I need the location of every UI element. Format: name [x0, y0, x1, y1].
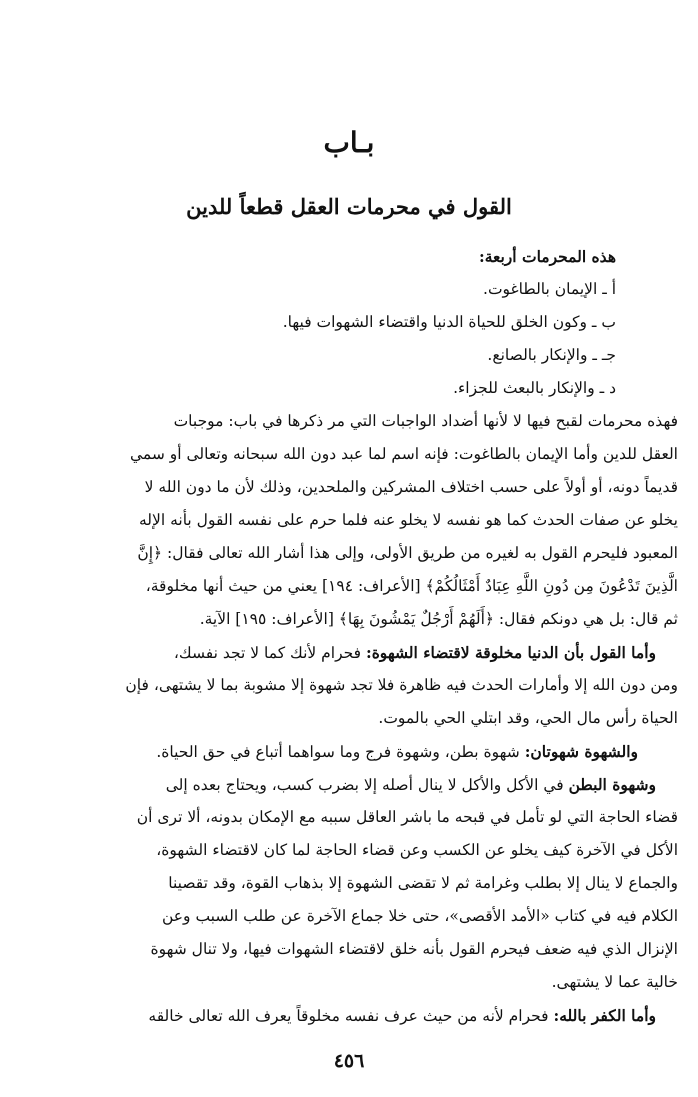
line-text: خالية عما لا يشتهى. — [551, 973, 678, 991]
line-text: يخلو عن صفات الحدث كما هو نفسه لا يخلو عنه فلما حرم على نفسه القول بأنه الإله — [138, 511, 678, 529]
bold-phrase: وشهوة البطن — [568, 775, 656, 794]
bold-phrase: هذه المحرمات أربعة: — [478, 247, 616, 266]
line-text: قديماً دونه، أو أولاً على حسب اختلاف المشركين والملحدين، وذلك لأن ما دون الله لا — [144, 478, 678, 496]
line-text: الَّذِينَ تَدْعُونَ مِن دُونِ اللَّهِ عِبَادٌ أَمْثَالُكُمْ﴾ [الأعراف: ١٩٤] يعني من حيث أنها مخلوقة، — [145, 577, 678, 595]
line-text: ومن دون الله إلا وأمارات الحدث فيه ظاهرة فلا تجد شهوة إلا مشوبة بما لا يشتهى، فإن — [125, 676, 678, 694]
text-line — [20, 966, 678, 999]
text-line — [20, 372, 678, 405]
text-line — [20, 900, 678, 933]
text-line — [20, 240, 678, 273]
text-line — [20, 768, 678, 801]
line-text: فهذه محرمات لقبح فيها لا لأنها أضداد الواجبات التي مر ذكرها في باب: موجبات — [173, 412, 678, 430]
page-number: ٤٥٦ — [333, 1050, 365, 1072]
chapter-title: بـاب — [323, 126, 375, 159]
bold-phrase: وأما القول بأن الدنيا مخلوقة لاقتضاء الشهوة: — [365, 643, 656, 662]
line-text: فحرام لأنه من حيث عرف نفسه مخلوقاً يعرف الله تعالى خالقه — [148, 1007, 554, 1025]
text-line — [20, 669, 678, 702]
line-text: جـ ـ والإنكار بالصانع. — [487, 346, 616, 364]
line-text: الكلام فيه في كتاب «الأمد الأقصى»، حتى خلا جماع الآخرة عن طلب السبب وعن — [162, 907, 678, 925]
text-line — [20, 405, 678, 438]
text-line — [20, 834, 678, 867]
body-text — [20, 240, 678, 1032]
line-text: فحرام لأنك كما لا تجد نفسك، — [173, 644, 366, 662]
text-line — [20, 867, 678, 900]
text-line — [20, 933, 678, 966]
bold-phrase: والشهوة شهوتان: — [524, 742, 638, 761]
section-title: القول في محرمات العقل قطعاً للدين — [186, 194, 512, 219]
line-text: شهوة بطن، وشهوة فرج وما سواهما أتباع في حق الحياة. — [156, 743, 525, 761]
line-text: العقل للدين وأما الإيمان بالطاغوت: فإنه اسم لما عبد دون الله سبحانه وتعالى أو سمي — [129, 445, 678, 463]
text-line — [20, 603, 678, 636]
text-line — [20, 273, 678, 306]
line-text: ب ـ وكون الخلق للحياة الدنيا واقتضاء الشهوات فيها. — [282, 313, 616, 331]
line-text: د ـ والإنكار بالبعث للجزاء. — [453, 379, 616, 397]
line-text: الحياة رأس مال الحي، وقد ابتلي الحي بالموت. — [378, 709, 678, 727]
text-line — [20, 999, 678, 1032]
line-text: في الأكل والأكل لا ينال أصله إلا بضرب كسب، ويحتاج بعده إلى — [165, 776, 569, 794]
text-line — [20, 537, 678, 570]
text-line — [20, 570, 678, 603]
bold-phrase: وأما الكفر بالله: — [553, 1006, 656, 1025]
line-text: والجماع لا ينال إلا بطلب وغرامة ثم لا تقضى الشهوة إلا بذهاب القوة، وقد تقصينا — [168, 874, 678, 892]
text-line — [20, 339, 678, 372]
line-text: ثم قال: بل هي دونكم فقال: ﴿أَلَهُمْ أَرْجُلٌ يَمْشُونَ بِهَا﴾ [الأعراف: ١٩٥] الآية. — [199, 610, 678, 628]
text-line — [20, 636, 678, 669]
line-text: قضاء الحاجة التي لو تأمل في قبحه ما باشر العاقل سببه مع الإمكان بدونه، ألا ترى أن — [136, 808, 678, 826]
line-text: المعبود فليحرم القول به لغيره من طريق الأولى، وإلى هذا أشار الله تعالى فقال: ﴿إِنَّ — [137, 544, 678, 562]
text-line — [20, 438, 678, 471]
text-line — [20, 735, 678, 768]
text-line — [20, 801, 678, 834]
text-line — [20, 702, 678, 735]
line-text: الأكل في الآخرة كيف يخلو عن الكسب وعن قضاء الحاجة لما كان لاقتضاء الشهوة، — [156, 841, 678, 859]
text-line — [20, 306, 678, 339]
line-text: أ ـ الإيمان بالطاغوت. — [483, 280, 616, 298]
text-line — [20, 471, 678, 504]
line-text: الإنزال الذي فيه ضعف فيحرم القول بأنه خلق لاقتضاء الشهوات فيها، ولا تنال شهوة — [150, 940, 678, 958]
text-line — [20, 504, 678, 537]
